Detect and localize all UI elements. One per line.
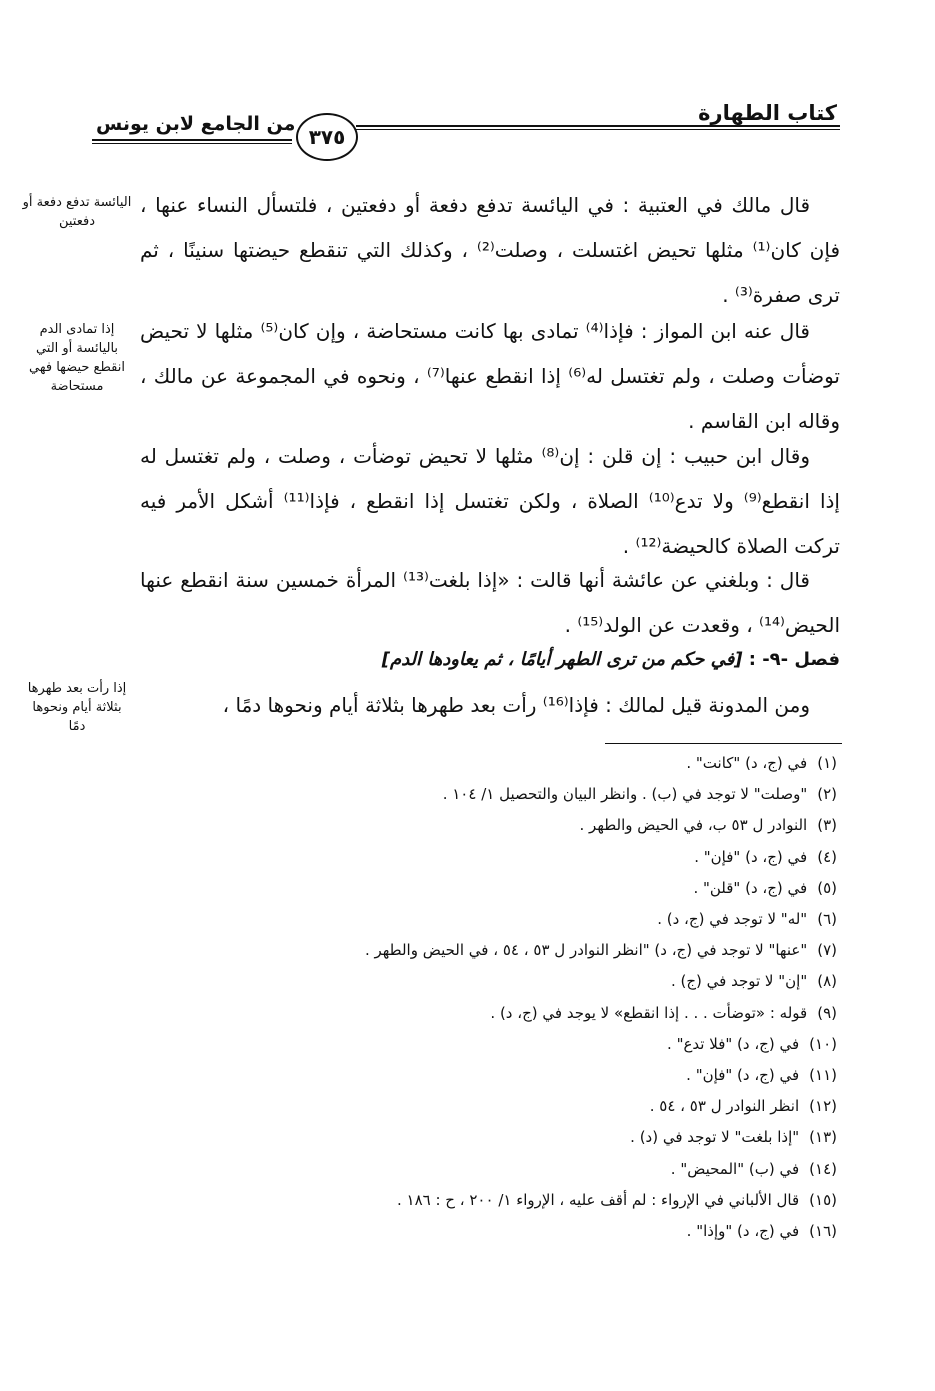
footnote-text: في (ج، د) "فإن" .: [686, 1066, 800, 1085]
footnote-number: (١٤): [809, 1159, 837, 1178]
page-number: [296, 113, 358, 161]
body-paragraph: وقال ابن حبيب : إن قلن : إن⁽⁸⁾ مثلها لا تحيض توضأت ، وصلت ، ولم تغتسل له إذا انقطع⁽⁹⁾ ولا تدع⁽¹⁰⁾ الصلاة ، ولكن تغتسل إذا انقطع ، فإذا⁽¹¹⁾ أشكل الأمر فيه تركت الصلاة كالحيضة⁽¹²⁾ .: [140, 444, 840, 558]
body-paragraph: قال : وبلغني عن عائشة أنها قالت : «إذا بلغت⁽¹³⁾ المرأة خمسين سنة انقطع عنها الحيض⁽¹⁴⁾ ، وقعدت عن الولد⁽¹⁵⁾ .: [140, 568, 840, 637]
footnote-number: (٦): [817, 910, 837, 929]
header-rule: [92, 143, 292, 144]
footnote-text: النوادر ل ٥٣ ب، في الحيض والطهر .: [579, 816, 808, 835]
footnote-text: في (ج، د) "قلن" .: [693, 878, 808, 897]
footnote: [200, 904, 837, 935]
footnote-separator: [605, 743, 842, 744]
footnote-number: (١): [817, 754, 837, 772]
footnote-text: في (ب) "المحيض" .: [670, 1159, 800, 1178]
footnote: [200, 1185, 837, 1216]
book-title: كتاب الطهارة: [698, 101, 837, 125]
header-rule: [356, 125, 840, 127]
header-rule: [92, 139, 292, 141]
section-heading: [140, 643, 840, 677]
body-paragraph: قال مالك في العتبية : في اليائسة تدفع دفعة أو دفعتين ، فلتسأل النساء عنها ، فإن كان⁽¹⁾ مثلها تحيض اغتسلت ، وصلت⁽²⁾ ، وكذلك التي تنقطع حيضتها سنينًا ، ثم ترى صفرة⁽³⁾ .: [140, 193, 841, 307]
footnote-text: "عنها" لا توجد في (ج، د) "انظر النوادر ل ٥٣ ، ٥٤ ، في الحيض والطهر .: [364, 941, 808, 960]
margin-note: إذا رأت بعد طهرها بثلاثة أيام ونحوها دمًا: [27, 681, 127, 734]
footnote: [200, 810, 837, 841]
footnote-text: في (ج، د) "كانت" .: [686, 754, 808, 772]
footnote: [200, 1154, 837, 1185]
footnote-number: (١٦): [809, 1222, 837, 1241]
footnote-number: (٣): [817, 816, 837, 835]
footnote-number: (٥): [817, 878, 837, 897]
body-paragraph: قال عنه ابن المواز : فإذا⁽⁴⁾ تمادى بها كانت مستحاضة ، وإن كان⁽⁵⁾ مثلها لا تحيض توضأت وصلت ، ولم تغتسل له⁽⁶⁾ إذا انقطع عنها⁽⁷⁾ ، ونحوه في المجموعة عن مالك ، وقاله ابن القاسم .: [140, 319, 840, 433]
footnote-number: (٤): [817, 847, 837, 866]
footnote-number: (١١): [809, 1066, 837, 1085]
footnote-text: في (ج، د) "فإن" .: [694, 847, 808, 866]
footnote-number: (٢): [817, 785, 837, 804]
footnote-text: في (ج، د) "فلا تدع" .: [667, 1034, 800, 1053]
footnote: [200, 779, 837, 810]
page-number-text: ٣٧٥: [308, 125, 346, 149]
footnote-text: قال الألباني في الإرواء : لم أقف عليه ، الإرواء ١/ ٢٠٠ ، ح : ١٨٦ .: [397, 1190, 800, 1209]
footnote-number: (١٠): [809, 1034, 837, 1053]
footnote: [200, 1216, 837, 1247]
footnote-number: (٨): [817, 972, 837, 991]
source-title: من الجامع لابن يونس: [96, 113, 296, 135]
body-paragraph: ومن المدونة قيل لمالك : فإذا⁽¹⁶⁾ رأت بعد طهرها بثلاثة أيام ونحوها دمًا ،: [222, 693, 810, 717]
footnote: [200, 966, 837, 997]
section-title: [في حكم من ترى الطهر أيامًا ، ثم يعاودها الدم]: [381, 649, 743, 670]
footnote-text: قوله : «توضأت . . . إذا انقطع» لا يوجد في (ج، د) .: [490, 1003, 808, 1022]
footnote-text: في (ج، د) "وإذا" .: [686, 1222, 800, 1241]
footnote-text: "وصلت" لا توجد في (ب) . وانظر البيان والتحصيل ١/ ١٠٤ .: [442, 785, 808, 804]
footnote: [200, 935, 837, 966]
footnote-number: (١٢): [809, 1097, 837, 1116]
footnote: [200, 1091, 837, 1122]
footnote-number: (٧): [817, 941, 837, 960]
footnote-number: (١٥): [809, 1190, 837, 1209]
footnote-number: (٩): [817, 1003, 837, 1022]
footnote: [200, 1122, 837, 1153]
footnote-text: "إذا بلغت" لا توجد في (د) .: [630, 1128, 800, 1147]
footnote: [200, 998, 837, 1029]
footnote-text: "إن" لا توجد في (ج) .: [670, 972, 808, 991]
footnote-text: "له" لا توجد في (ج، د) .: [657, 910, 808, 929]
footnote: [200, 1029, 837, 1060]
margin-note: اليائسة تدفع دفعة أو دفعتين: [22, 195, 132, 229]
footnotes-list: [200, 748, 837, 1247]
footnote: [200, 842, 837, 873]
margin-note: إذا تمادى الدم باليائسة أو التي انقطع حيضها فهي مستحاضة: [29, 322, 125, 394]
footnote: [200, 873, 837, 904]
footnote-number: (١٣): [809, 1128, 837, 1147]
section-label: فصل -٩- :: [748, 649, 840, 670]
footnote: [200, 1060, 837, 1091]
header-rule: [356, 129, 840, 130]
footnote: [200, 748, 837, 779]
footnote-text: انظر النوادر ل ٥٣ ، ٥٤ .: [649, 1097, 800, 1116]
